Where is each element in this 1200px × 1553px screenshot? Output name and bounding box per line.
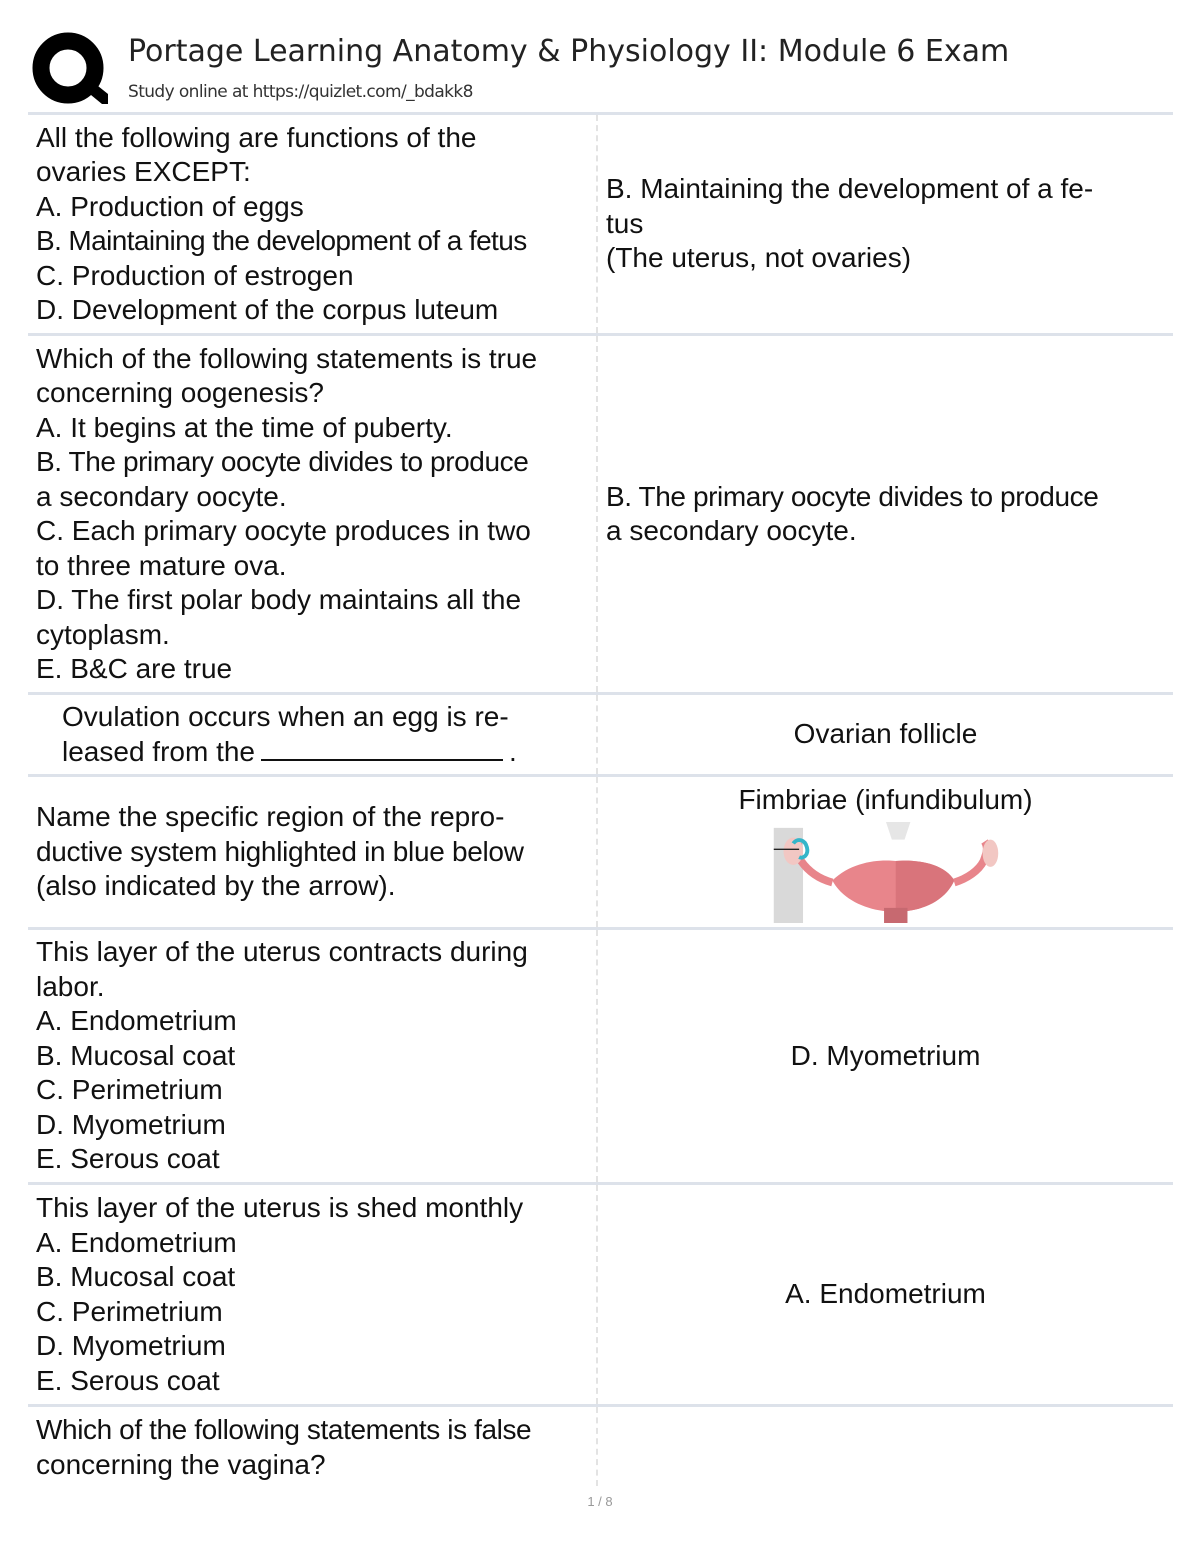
term-line: This layer of the uterus contracts during xyxy=(36,936,528,968)
definition-line: Ovarian follicle xyxy=(793,718,978,750)
card-term xyxy=(28,1185,598,1404)
term-line: E. Serous coat xyxy=(36,1143,220,1175)
card-definition xyxy=(598,1185,1173,1404)
term-line: C. Production of estrogen xyxy=(36,259,354,291)
quizlet-logo-icon xyxy=(30,30,110,110)
term-line: B. The primary oocyte divides to produce xyxy=(36,446,529,477)
term-line: E. Serous coat xyxy=(36,1364,220,1396)
definition-line: a secondary oocyte. xyxy=(606,515,857,546)
term-line: A. Endometrium xyxy=(36,1226,237,1258)
card-definition xyxy=(598,115,1173,333)
term-line: B. Maintaining the development of a fetus xyxy=(36,225,527,256)
term-line xyxy=(62,735,590,770)
definition-line: (The uterus, not ovaries) xyxy=(606,242,912,274)
card-term xyxy=(28,336,598,692)
term-line: Which of the following statements is true xyxy=(36,342,538,374)
flashcard xyxy=(28,927,1173,1182)
term-line: Name the specific region of the repro- xyxy=(36,801,505,833)
fill-in-blank xyxy=(261,737,503,761)
term-line: concerning the vagina? xyxy=(36,1448,326,1480)
card-term xyxy=(28,695,598,774)
flashcard xyxy=(28,333,1173,692)
term-line: (also indicated by the arrow). xyxy=(36,870,396,902)
term-line: This layer of the uterus is shed monthly xyxy=(36,1192,524,1223)
term-line: labor. xyxy=(36,970,105,1002)
term-line: concerning oogenesis? xyxy=(36,377,324,408)
term-line: D. Development of the corpus luteum xyxy=(36,294,499,325)
term-text: leased from the xyxy=(62,735,255,767)
term-line: a secondary oocyte. xyxy=(36,480,287,512)
term-line: ductive system highlighted in blue below xyxy=(36,835,524,867)
page-number: 1 / 8 xyxy=(587,1494,613,1509)
card-term xyxy=(28,1407,598,1486)
flashcard xyxy=(28,692,1173,774)
term-line: A. It begins at the time of puberty. xyxy=(36,411,453,443)
term-line: C. Each primary oocyte produces in two xyxy=(36,515,531,546)
term-line: D. Myometrium xyxy=(36,1108,226,1140)
definition-line: B. The primary oocyte divides to produce xyxy=(606,480,1099,512)
uterus-anatomy-illustration xyxy=(771,822,1001,924)
flashcard-list xyxy=(28,112,1173,1486)
term-line: C. Perimetrium xyxy=(36,1295,223,1327)
card-term xyxy=(28,777,598,927)
term-line: B. Mucosal coat xyxy=(36,1261,236,1292)
term-line: D. Myometrium xyxy=(36,1330,226,1361)
definition-line: A. Endometrium xyxy=(785,1278,986,1310)
flashcard xyxy=(28,112,1173,333)
term-line: to three mature ova. xyxy=(36,549,287,581)
term-line: E. B&C are true xyxy=(36,653,233,684)
term-line: cytoplasm. xyxy=(36,618,170,650)
study-link[interactable]: Study online at https://quizlet.com/_bdakk8 xyxy=(128,82,473,102)
term-line: D. The first polar body maintains all the xyxy=(36,584,522,615)
term-line: Which of the following statements is false xyxy=(36,1414,532,1445)
card-definition xyxy=(598,1407,1173,1486)
definition-line: tus xyxy=(606,207,644,239)
term-line: ovaries EXCEPT: xyxy=(36,156,251,187)
card-definition xyxy=(598,930,1173,1182)
term-line: A. Endometrium xyxy=(36,1005,237,1037)
term-line: B. Mucosal coat xyxy=(36,1039,236,1071)
definition-line: D. Myometrium xyxy=(790,1039,981,1071)
term-line: A. Production of eggs xyxy=(36,190,304,222)
card-term xyxy=(28,115,598,333)
card-definition xyxy=(598,695,1173,774)
card-definition xyxy=(598,777,1173,927)
card-definition xyxy=(598,336,1173,692)
definition-line: B. Maintaining the development of a fe- xyxy=(606,173,1094,205)
term-line: C. Perimetrium xyxy=(36,1074,223,1106)
flashcard xyxy=(28,774,1173,927)
term-suffix: . xyxy=(509,735,517,767)
definition-line: Fimbriae (infundibulum) xyxy=(738,784,1033,815)
term-line: Ovulation occurs when an egg is re- xyxy=(62,701,509,732)
flashcard xyxy=(28,1182,1173,1404)
term-line: All the following are functions of the xyxy=(36,121,477,153)
card-term xyxy=(28,930,598,1182)
flashcard xyxy=(28,1404,1173,1486)
document-title: Portage Learning Anatomy & Physiology II: Module 6 Exam xyxy=(128,34,1010,69)
